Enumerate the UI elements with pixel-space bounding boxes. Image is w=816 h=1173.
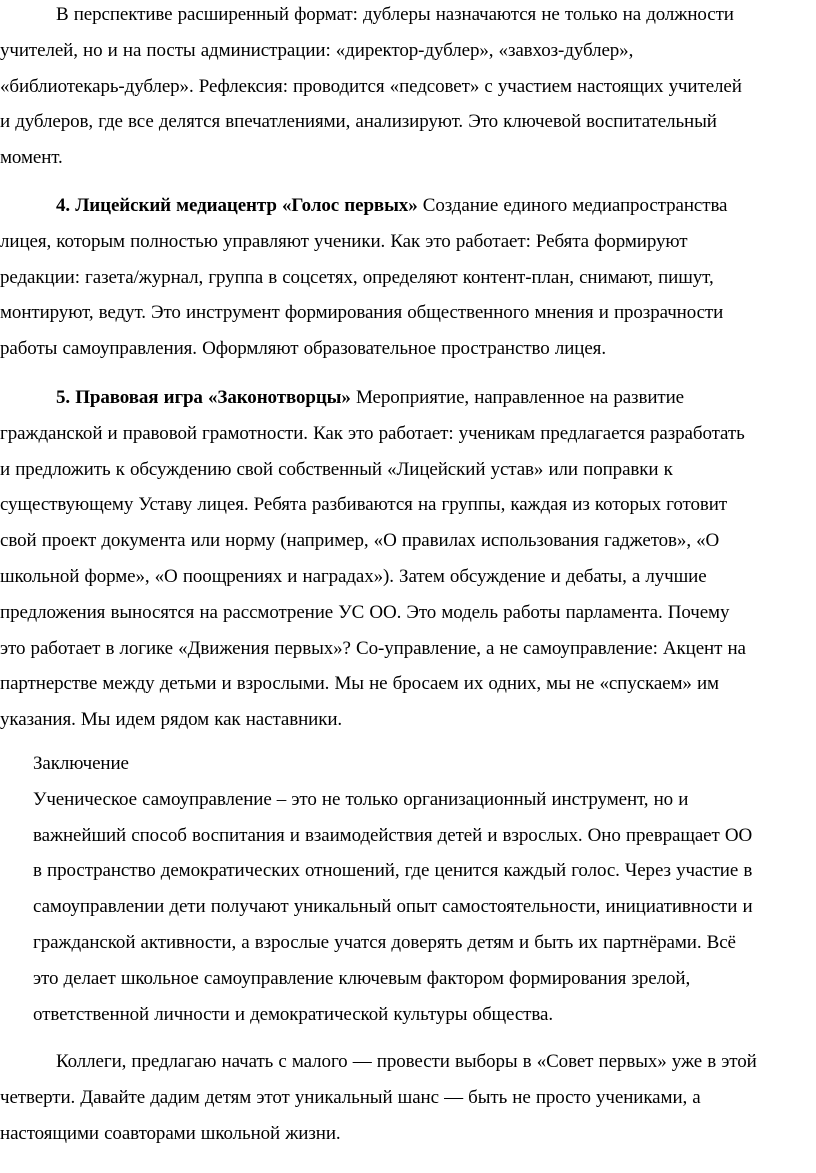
- text-line: четверти. Давайте дадим детям этот уникальный шанс — быть не просто учениками, а: [0, 1086, 701, 1108]
- text-line: важнейший способ воспитания и взаимодействия детей и взрослых. Оно превращает ОО: [33, 824, 753, 846]
- paragraph-conclusion: [33, 746, 753, 1032]
- text-line: редакции: газета/журнал, группа в соцсетях, определяют контент-план, снимают, пишут,: [0, 266, 714, 288]
- text-line: существующему Уставу лицея. Ребята разбиваются на группы, каждая из которых готовит: [0, 494, 728, 516]
- text-line: это работает в логике «Движения первых»? Со-управление, а не самоуправление: Акцент на: [0, 637, 746, 659]
- text-line: «библиотекарь-дублер». Рефлексия: проводится «педсовет» с участием настоящих учителей: [0, 75, 742, 97]
- text-line: ответственной личности и демократической культуры общества.: [33, 1003, 553, 1025]
- text-line: указания. Мы идем рядом как наставники.: [0, 709, 343, 731]
- text-line: предложения выносятся на рассмотрение УС ОО. Это модель работы парламента. Почему: [0, 601, 730, 623]
- text-line: школьной форме», «О поощрениях и наградах»). Затем обсуждение и дебаты, а лучшие: [0, 565, 707, 587]
- text-line: настоящими соавторами школьной жизни.: [0, 1122, 341, 1144]
- text-run: Мероприятие, направленное на развитие: [350, 387, 685, 408]
- text-line: В перспективе расширенный формат: дублеры назначаются не только на должности: [56, 4, 734, 25]
- text-line: гражданской и правовой грамотности. Как это работает: ученикам предлагается разработать: [0, 422, 745, 444]
- paragraph-closing-appeal: [0, 1044, 757, 1151]
- text-line: и предложить к обсуждению свой собственный «Лицейский устав» или поправки к: [0, 458, 673, 480]
- paragraph-doubles-format: [0, 0, 742, 176]
- text-line: учителей, но и на посты администрации: «директор-дублер», «завхоз-дублер»,: [0, 39, 634, 61]
- text-line: это делает школьное самоуправление ключевым фактором формирования зрелой,: [33, 967, 691, 989]
- text-line: в пространство демократических отношений, где ценится каждый голос. Через участие в: [33, 860, 753, 882]
- text-run: Создание единого медиапространства: [417, 195, 728, 216]
- text-line: и дублеров, где все делятся впечатлениями, анализируют. Это ключевой воспитательный: [0, 111, 717, 133]
- text-line: Ученическое самоуправление – это не только организационный инструмент, но и: [33, 788, 689, 810]
- text-line: свой проект документа или норму (например, «О правилах использования гаджетов», «О: [0, 530, 720, 552]
- text-line: лицея, которым полностью управляют ученики. Как это работает: Ребята формируют: [0, 230, 688, 252]
- text-line: [0, 188, 727, 224]
- section-heading: 4. Лицейский медиацентр «Голос первых»: [56, 195, 418, 216]
- text-line: [0, 380, 746, 416]
- paragraph-media-center: [0, 188, 727, 367]
- text-line: Коллеги, предлагаю начать с малого — провести выборы в «Совет первых» уже в этой: [56, 1051, 757, 1072]
- text-line: работы самоуправления. Оформляют образовательное пространство лицея.: [0, 338, 606, 360]
- text-line: монтируют, ведут. Это инструмент формирования общественного мнения и прозрачности: [0, 302, 724, 324]
- text-line: гражданской активности, а взрослые учатся доверять детям и быть их партнёрами. Всё: [33, 931, 736, 953]
- text-line: момент.: [0, 147, 63, 169]
- section-heading: 5. Правовая игра «Законотворцы»: [56, 387, 351, 408]
- conclusion-heading: Заключение: [33, 753, 129, 774]
- paragraph-law-game: [0, 380, 746, 738]
- text-line: самоуправлении дети получают уникальный опыт самостоятельности, инициативности и: [33, 896, 753, 918]
- text-line: партнерстве между детьми и взрослыми. Мы не бросаем их одних, мы не «спускаем» им: [0, 673, 719, 695]
